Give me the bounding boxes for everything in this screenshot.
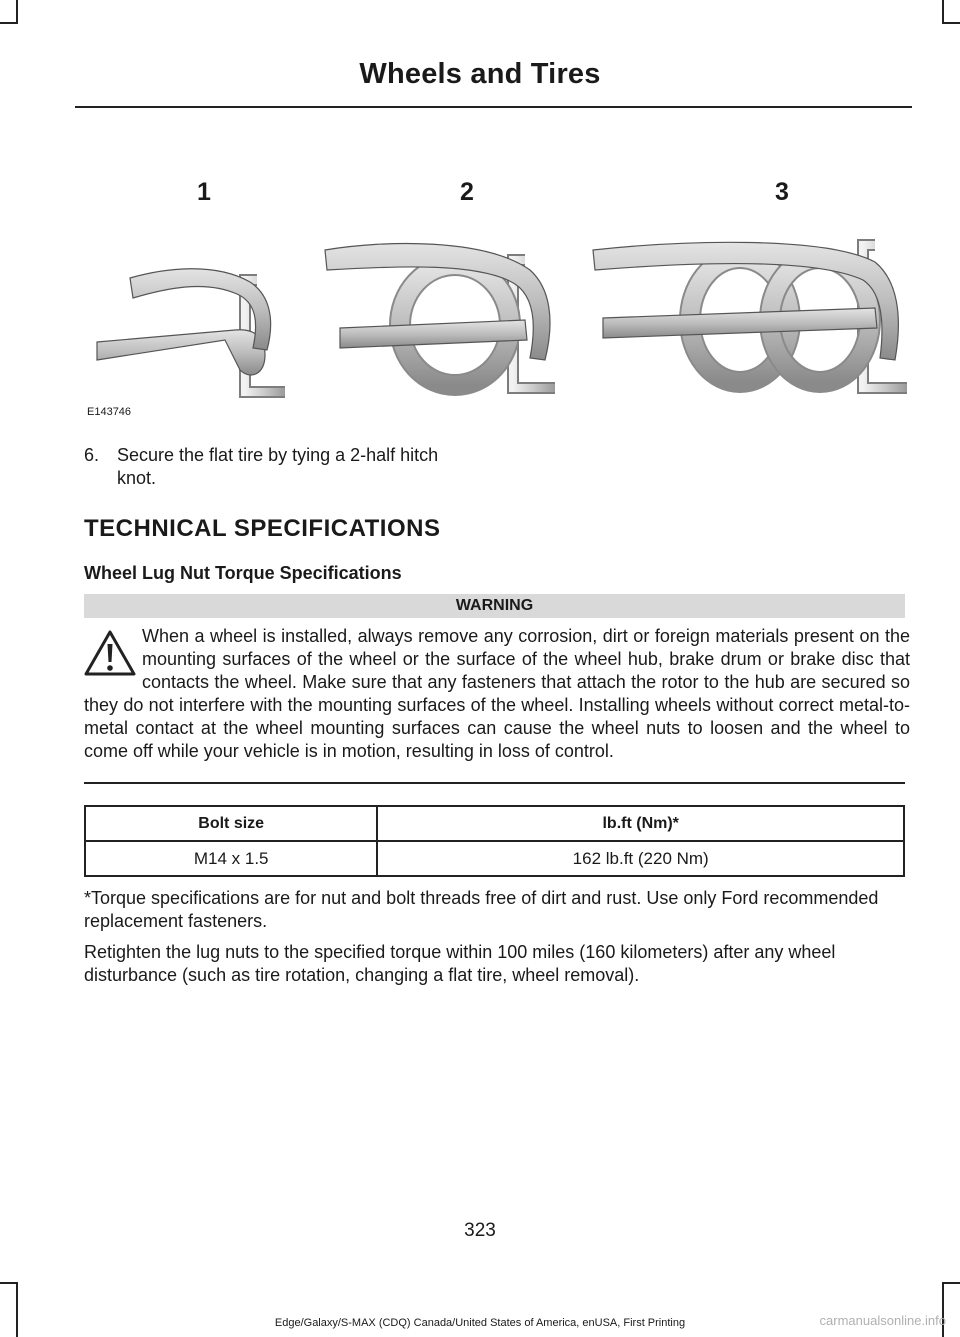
sub-heading: Wheel Lug Nut Torque Specifications [84, 563, 402, 583]
torque-note: *Torque specifications are for nut and bolt threads free of dirt and rust. Use only Ford recommended replacement fasteners. [84, 888, 879, 931]
page-number: 323 [464, 1220, 496, 1241]
section-heading: TECHNICAL SPECIFICATIONS [84, 515, 441, 542]
table-cell-bolt-size: M14 x 1.5 [85, 841, 377, 876]
table-row [85, 841, 904, 876]
step-item [84, 444, 464, 490]
knot-figure [85, 170, 910, 420]
retighten-note: Retighten the lug nuts to the specified torque within 100 miles (160 kilometers) after any wheel disturbance (such as tire rotation, changing a flat tire, wheel removal). [84, 942, 836, 985]
crop-mark [942, 1282, 960, 1284]
warning-text: When a wheel is installed, always remove any corrosion, dirt or foreign materials present on the mounting surfaces of the wheel or the surface of the wheel hub, brake drum or brake disc that contacts the wheel. Make sure that any fasteners that attach the rotor to the hub are secured so they do not interfere with the mounting surfaces of the wheel. Installing wheels without correct metal-to-metal contact at the wheel mounting surfaces can cause the wheel nuts to loosen and the wheel to come off while your vehicle is in motion, resulting in loss of control. [84, 626, 910, 761]
crop-mark [942, 0, 944, 22]
page-footer: Edge/Galaxy/S-MAX (CDQ) Canada/United States of America, enUSA, First Printing [274, 1317, 686, 1329]
figure-label-2: 2 [460, 178, 474, 206]
column-header-torque: lb.ft (Nm)* [377, 806, 904, 841]
crop-mark [942, 22, 960, 24]
warning-block [84, 625, 910, 763]
torque-spec-table [84, 805, 905, 877]
table-header-row [85, 806, 904, 841]
crop-mark [0, 1282, 18, 1284]
warning-triangle-icon [84, 629, 136, 677]
figure-label-1: 1 [197, 178, 211, 206]
warning-divider [84, 782, 905, 784]
figure-label-3: 3 [775, 178, 789, 206]
crop-mark [16, 0, 18, 22]
warning-label: WARNING [84, 594, 905, 618]
table-cell-torque: 162 lb.ft (220 Nm) [377, 841, 904, 876]
knot-step-1 [97, 269, 285, 392]
step-number: 6. [84, 445, 100, 465]
knot-step-2 [325, 243, 555, 388]
step-text: Secure the flat tire by tying a 2-half hitch knot. [117, 445, 439, 488]
watermark: carmanualsonline.info [819, 1313, 946, 1328]
figure-code: E143746 [87, 406, 132, 418]
header-divider [75, 106, 912, 108]
column-header-bolt-size: Bolt size [85, 806, 377, 841]
crop-mark [0, 22, 18, 24]
page-header-title: Wheels and Tires [359, 58, 601, 90]
knot-step-3 [593, 242, 907, 388]
